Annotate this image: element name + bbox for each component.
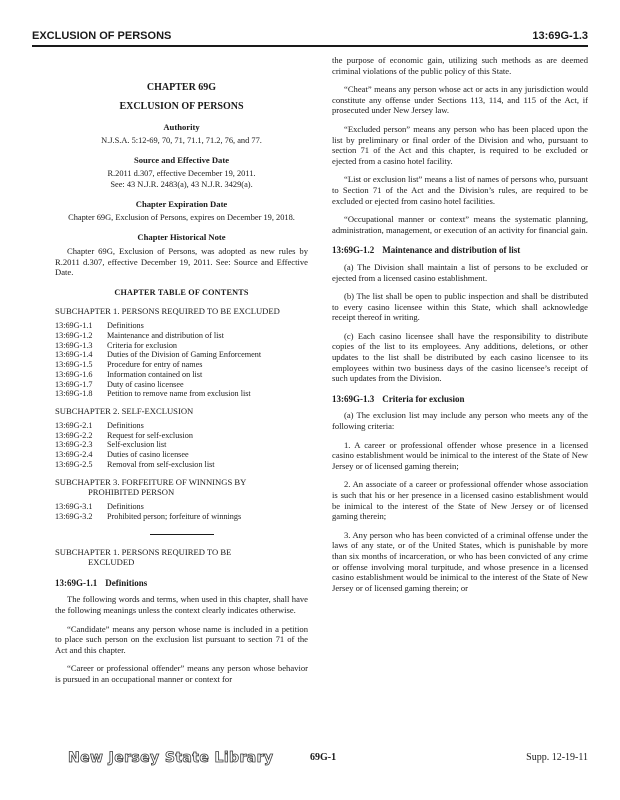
toc-entry-number: 13:69G-2.1 bbox=[55, 420, 93, 430]
section-1-1-heading bbox=[55, 578, 308, 589]
toc-entry[interactable] bbox=[55, 512, 308, 522]
expiration-heading: Chapter Expiration Date bbox=[135, 199, 228, 210]
toc-entry[interactable] bbox=[55, 341, 308, 351]
subchapter-1-heading-line: SUBCHAPTER 1. PERSONS REQUIRED TO BE bbox=[55, 546, 232, 557]
section-title: Maintenance and distribution of list bbox=[382, 245, 521, 256]
toc-entry-number: 13:69G-1.1 bbox=[55, 320, 93, 330]
definition-occupational-manner: “Occupational manner or context” means the systematic planning, administration, management, or execution of an activity for financial gain. bbox=[332, 214, 588, 235]
toc-entry-number: 13:69G-1.6 bbox=[55, 369, 93, 379]
toc-entry[interactable] bbox=[55, 450, 308, 460]
criterion-2: 2. An associate of a career or professional offender whose association is such that his or her presence in a licensed casino establishment would be inimical to the interest of the State of New Jersey or of licensed gaming therein; bbox=[332, 479, 588, 522]
toc-entry-title: Prohibited person; forfeiture of winnings bbox=[107, 511, 242, 521]
toc-heading: CHAPTER TABLE OF CONTENTS bbox=[114, 287, 249, 297]
toc-entry[interactable] bbox=[55, 431, 308, 441]
toc-entry-number: 13:69G-3.1 bbox=[55, 502, 93, 512]
authority-text: N.J.S.A. 5:12-69, 70, 71, 71.1, 71.2, 76, and 77. bbox=[101, 135, 262, 145]
source-line: R.2011 d.307, effective December 19, 2011. bbox=[107, 168, 256, 178]
toc-subchapter-1-title: SUBCHAPTER 1. PERSONS REQUIRED TO BE EXCLUDED bbox=[55, 306, 280, 317]
section-1-2-heading bbox=[332, 245, 588, 256]
toc-entry-title: Definitions bbox=[107, 502, 144, 512]
definition-excluded-person: “Excluded person” means any person who has been placed upon the list by preliminary or final order of the Division and who, pursuant to section 71 of the Act and this chapter, is required to be excluded or ejected from a casino hotel facility. bbox=[332, 123, 588, 166]
header-section-number: 13:69G-1.3 bbox=[532, 30, 588, 42]
toc-entry-number: 13:69G-1.7 bbox=[55, 379, 93, 389]
toc-entry-number: 13:69G-2.3 bbox=[55, 440, 93, 450]
toc-entry-number: 13:69G-2.5 bbox=[55, 460, 93, 470]
toc-entry-number: 13:69G-2.4 bbox=[55, 450, 93, 460]
toc-entry[interactable] bbox=[55, 321, 308, 331]
section-number: 13:69G-1.2 bbox=[332, 245, 375, 256]
subchapter-1-heading bbox=[55, 547, 308, 568]
section-title: Definitions bbox=[105, 577, 148, 588]
definition-cheat: “Cheat” means any person whose act or acts in any jurisdiction would constitute any offense under Sections 113, 114, and 115 of the Act, if prosecuted under New Jersey law. bbox=[332, 84, 588, 116]
definition-career-offender: “Career or professional offender” means any person whose behavior is pursued in an occupational manner or context for bbox=[55, 663, 308, 684]
toc-entry-number: 13:69G-1.4 bbox=[55, 350, 93, 360]
toc-subchapter-3-title-line: PROHIBITED PERSON bbox=[88, 487, 175, 498]
toc-entry-title: Petition to remove name from exclusion list bbox=[107, 389, 251, 399]
source-heading: Source and Effective Date bbox=[133, 155, 230, 166]
toc-entry[interactable] bbox=[55, 389, 308, 399]
toc-entry[interactable] bbox=[55, 370, 308, 380]
toc-entry-title: Maintenance and distribution of list bbox=[107, 330, 224, 340]
section-1-3-heading bbox=[332, 394, 588, 405]
section-title: Criteria for exclusion bbox=[382, 393, 465, 404]
expiration-text: Chapter 69G, Exclusion of Persons, expires on December 19, 2018. bbox=[68, 212, 295, 222]
chapter-title: EXCLUSION OF PERSONS bbox=[119, 100, 244, 112]
header-rule bbox=[32, 45, 588, 47]
toc-subchapter-2 bbox=[55, 421, 308, 470]
toc-entry-title: Request for self-exclusion bbox=[107, 430, 193, 440]
toc-entry-title: Information contained on list bbox=[107, 369, 203, 379]
definition-candidate: “Candidate” means any person whose name is included in a petition to place such person on the exclusion list pursuant to section 71 of the Act and this chapter. bbox=[55, 623, 308, 655]
toc-subchapter-1 bbox=[55, 321, 308, 399]
section-number: 13:69G-1.3 bbox=[332, 393, 375, 404]
library-logo: New Jersey State Library bbox=[68, 750, 274, 766]
toc-entry-number: 13:69G-1.2 bbox=[55, 330, 93, 340]
toc-entry-title: Criteria for exclusion bbox=[107, 340, 178, 350]
page-number: 69G-1 bbox=[310, 752, 337, 763]
toc-subchapter-2-title: SUBCHAPTER 2. SELF-EXCLUSION bbox=[55, 406, 194, 417]
running-header bbox=[32, 28, 588, 46]
toc-entry-title: Definitions bbox=[107, 420, 144, 430]
toc-entry-number: 13:69G-1.3 bbox=[55, 340, 93, 350]
toc-entry[interactable] bbox=[55, 331, 308, 341]
toc-entry[interactable] bbox=[55, 380, 308, 390]
toc-entry-number: 13:69G-3.2 bbox=[55, 511, 93, 521]
toc-entry-number: 13:69G-1.8 bbox=[55, 389, 93, 399]
toc-subchapter-3 bbox=[55, 502, 308, 522]
toc-entry-title: Duty of casino licensee bbox=[107, 379, 184, 389]
toc-subchapter-3-title bbox=[55, 477, 308, 498]
toc-entry-number: 13:69G-2.2 bbox=[55, 430, 93, 440]
criterion-1: 1. A career or professional offender whose presence in a licensed casino establishment would be inimical to the interest of the State of New Jersey or of licensed gaming therein; bbox=[332, 439, 588, 471]
left-column bbox=[55, 55, 308, 693]
historical-note-text: Chapter 69G, Exclusion of Persons, was adopted as new rules by R.2011 d.307, effective December 19, 2011. See: Source and Effective Date. bbox=[55, 245, 308, 278]
toc-entry-title: Duties of the Division of Gaming Enforcement bbox=[107, 350, 262, 360]
toc-entry[interactable] bbox=[55, 360, 308, 370]
toc-entry[interactable] bbox=[55, 350, 308, 360]
supplement-date: Supp. 12-19-11 bbox=[526, 752, 588, 763]
section-1-2-paragraph-c: (c) Each casino licensee shall have the responsibility to distribute copies of the list to its employees. Any additions, deletions, or other updates to the list shall be distributed by each casino licensee to its employees within two business days of the casino licensee’s receipt of such updates from the Division. bbox=[332, 330, 588, 384]
authority-heading: Authority bbox=[163, 122, 200, 133]
section-divider bbox=[150, 534, 214, 535]
historical-note-heading: Chapter Historical Note bbox=[137, 232, 226, 243]
toc-entry[interactable] bbox=[55, 502, 308, 512]
toc-entry-title: Removal from self-exclusion list bbox=[107, 460, 215, 470]
toc-entry[interactable] bbox=[55, 421, 308, 431]
source-line: See: 43 N.J.R. 2483(a), 43 N.J.R. 3429(a). bbox=[110, 179, 253, 189]
toc-subchapter-3-title-line: SUBCHAPTER 3. FORFEITURE OF WINNINGS BY bbox=[55, 476, 247, 487]
toc-entry-title: Self-exclusion list bbox=[107, 440, 167, 450]
definitions-intro: The following words and terms, when used in this chapter, shall have the following meanings unless the context clearly indicates otherwise. bbox=[55, 594, 308, 616]
definition-career-offender-continued: the purpose of economic gain, utilizing such methods as are deemed criminal violations of the public policy of this State. bbox=[332, 55, 588, 76]
section-1-2-paragraph-a: (a) The Division shall maintain a list of persons to be excluded or ejected from a licensed casino establishment. bbox=[332, 261, 588, 283]
header-chapter-title: EXCLUSION OF PERSONS bbox=[32, 30, 172, 42]
toc-entry-title: Definitions bbox=[107, 320, 144, 330]
chapter-number: CHAPTER 69G bbox=[146, 82, 217, 93]
section-1-3-paragraph-a: (a) The exclusion list may include any person who meets any of the following criteria: bbox=[332, 410, 588, 432]
toc-entry[interactable] bbox=[55, 460, 308, 470]
criterion-3: 3. Any person who has been convicted of a criminal offense under the laws of any state, or of the United States, which is punishable by more than six months of incarceration, or who has been convicted of any crime or offense involving moral turpitude, and whose presence in a licensed casino establishment would be inimical to the interest of the State of New Jersey or of licensed gaming therein; or bbox=[332, 529, 588, 593]
subchapter-1-heading-line: EXCLUDED bbox=[88, 557, 135, 568]
toc-entry-number: 13:69G-1.5 bbox=[55, 360, 93, 370]
section-number: 13:69G-1.1 bbox=[55, 577, 98, 588]
toc-entry-title: Procedure for entry of names bbox=[107, 360, 203, 370]
right-column bbox=[332, 55, 588, 601]
toc-entry-title: Duties of casino licensee bbox=[107, 450, 189, 460]
source-text bbox=[55, 169, 308, 190]
definition-exclusion-list: “List or exclusion list” means a list of names of persons who, pursuant to Section 71 of the Act and the Division’s rules, are required to be excluded or ejected from casino hotel facilities. bbox=[332, 174, 588, 206]
toc-entry[interactable] bbox=[55, 440, 308, 450]
section-1-2-paragraph-b: (b) The list shall be open to public inspection and shall be distributed to every casino licensee within this State, which shall acknowledge receipt thereof in writing. bbox=[332, 291, 588, 323]
